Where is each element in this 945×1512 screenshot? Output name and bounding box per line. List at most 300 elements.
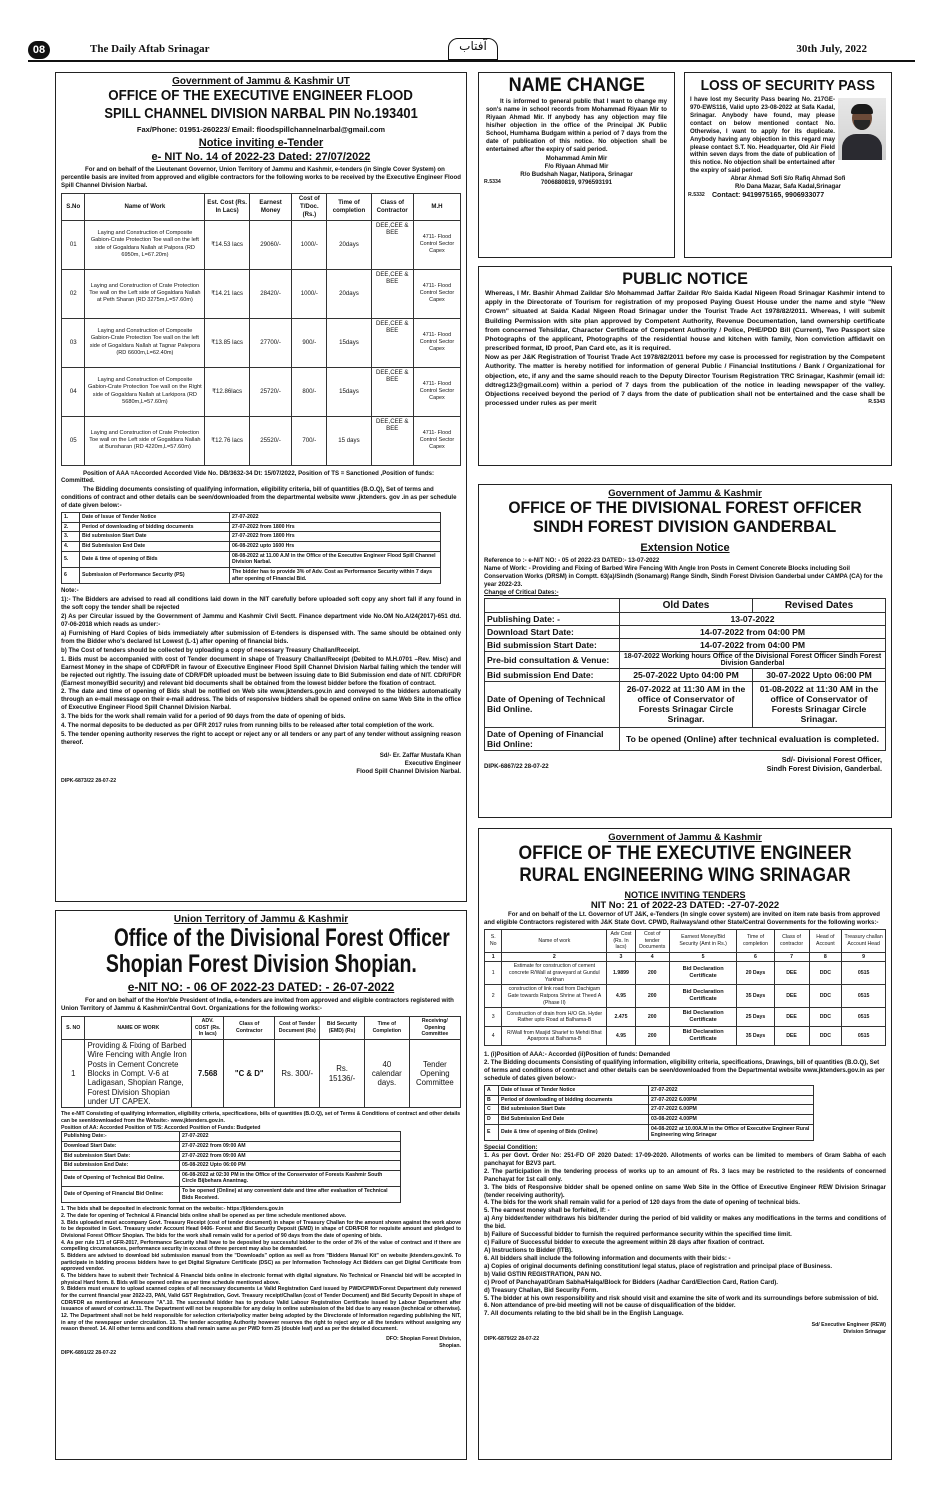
schedule-cell: 27-07-2022 6.00PM <box>649 1095 814 1105</box>
table-header-cell: Name of Work <box>85 193 205 220</box>
column-number: 4 <box>635 952 669 962</box>
note-item: 5. The tender opening authority reserves the right to accept or reject any or all tenders or any part of any tender without assigning reason thereof. <box>61 731 461 746</box>
table-header-cell: Time of Completion <box>364 1016 409 1039</box>
table-cell: 200 <box>635 1027 669 1046</box>
table-cell: Estimate for construction of cement concrete R/Wall at graveyard at Gundul Yarkhan <box>502 962 607 985</box>
loss-pass-contact-line: R.5332 Contact: 9419975165, 9906933077 <box>688 192 825 200</box>
table-header-cell: Head of Account <box>809 929 842 952</box>
table-header-cell: NAME OF WORK <box>85 1016 192 1039</box>
flood-position: Position of AAA =Accorded Accorded Vide No. DB/3632-34 Dt: 15/07/2022, Position of TS = Sanctioned ,Position of funds: Committed. <box>61 469 435 485</box>
table-cell: 0515 <box>842 962 886 985</box>
table-cell: 25 Days <box>737 1008 774 1027</box>
table-cell: 2 <box>485 985 502 1008</box>
schedule-cell: Date & time of opening of Bids (Online) <box>499 1124 649 1140</box>
schedule-row <box>62 568 441 584</box>
table-cell: DDC <box>809 985 842 1008</box>
note-item: c) Failure of Successful bidder to execute the agreement within 28 days after fixation of contract. <box>484 1239 765 1247</box>
shopian-notes <box>61 1206 461 1332</box>
schedule-row <box>485 1095 814 1105</box>
table-cell: ₹12.76 lacs <box>205 416 250 465</box>
dates-row <box>485 612 886 625</box>
schedule-cell: 27-07-2022 from 1800 Hrs <box>230 522 441 532</box>
schedule-cell: 27-07-2022 from 1800 Hrs <box>230 532 441 542</box>
table-cell: 27700/- <box>249 318 291 367</box>
ganderbal-extension-heading: Extension Notice <box>640 542 730 554</box>
schedule-cell: Bid Submission End Date <box>80 542 230 552</box>
public-notice-ad <box>478 266 892 466</box>
table-cell: Providing & Fixing of Barbed Wire Fencing with Angle Iron Posts in Cement Concrete Blocks in Compt. V-6 at Ladigasan, Shopian Range, Forest Division Shopian under UT CAPEX. <box>85 1039 192 1107</box>
table-cell: 4 <box>485 1027 502 1046</box>
table-cell: DEE,CEE & BEE <box>371 220 413 269</box>
schedule-cell: C <box>485 1105 499 1115</box>
dates-value: To be opened (Online) after technical evaluation is completed. <box>620 727 886 750</box>
schedule-row <box>485 1115 814 1125</box>
rural-dipk: DIPK-6879/22 28-07-22 <box>484 1335 540 1342</box>
table-cell: DEE,CEE & BEE <box>371 367 413 416</box>
flood-signature: Sd/- Er. Zaffar Mustafa Khan Executive Engineer Flood Spill Channel Division Narbal. <box>356 751 461 775</box>
dates-row <box>485 638 886 651</box>
table-cell: ₹14.53 lacs <box>205 220 250 269</box>
ganderbal-reference: Reference to :- e-NIT NO: - 05 of 2022-23 DATED:- 13-07-2022 <box>484 557 660 564</box>
shopian-intro: For and on behalf of the Hon'ble President of India, e-tenders are invited from approved and eligible contractors registered with Union Territory of Jammu & Kashmir/Central Govt. Organizations for the following works:- <box>61 997 454 1012</box>
table-header-cell: Bid Security (EMD) (Rs) <box>320 1016 365 1039</box>
table-row <box>62 416 461 465</box>
table-cell: 4711- Flood Control Sector Capex <box>413 416 460 465</box>
table-cell: DEE <box>774 1008 809 1027</box>
table-cell: Bid Declaration Certificate <box>669 962 737 985</box>
schedule-cell: Period of downloading of bidding documents <box>499 1095 649 1105</box>
table-cell: 01 <box>62 220 85 269</box>
shopian-title-line2: Shopian Forest Division Shopian. <box>105 951 417 977</box>
table-header-cell: Adv Cost (Rs. In lacs) <box>607 929 635 952</box>
page-header <box>28 40 915 62</box>
dates-value: 14-07-2022 from 04:00 PM <box>620 625 886 638</box>
flood-notes <box>61 596 461 747</box>
table-cell: DEE <box>774 1027 809 1046</box>
table-row <box>62 220 461 269</box>
table-row <box>62 318 461 367</box>
dates-value: 18-07-2022 Working hours Office of the Divisional Forest Officer Sindh Forest Division Ganderbal <box>620 651 886 668</box>
table-header-cell: Class of contractor <box>774 929 809 952</box>
table-header-cell: Time of completion <box>737 929 774 952</box>
schedule-cell: Bid Submission End Date <box>499 1115 649 1125</box>
table-cell: R/Wall from Masjid Sharief to Mehdi Bhat Aparpora at Balhama-B <box>502 1027 607 1046</box>
table-header-cell: Time of completion <box>327 193 371 220</box>
table-row <box>485 1027 886 1046</box>
table-header-cell: S. NO <box>62 1016 85 1039</box>
schedule-cell: 27-07-2022 6.00PM <box>649 1105 814 1115</box>
note-item: 2. The date and time of opening of Bids shall be notified on Web site www.jktenders.gov.in and conveyed to the bidders automatically through an e-mail message on their e-mail address. The bids of responsive bidders shall be opened online on same Web Site in the office of Executive Engineer Flood Spill Channel Division Narbal. <box>61 688 461 712</box>
schedule-cell: To be opened (Online) at any convenient date and time after evaluation of Technical Bids Received. <box>180 1187 401 1203</box>
note-item: d) Treasury Challan, Bid Security Form. <box>484 1286 599 1294</box>
note-item: b) Valid GSTIN REGISTRATION, PAN NO. <box>484 1270 602 1278</box>
newspaper-name: The Daily Aftab Srinagar <box>90 43 210 55</box>
schedule-cell: 27-07-2022 <box>180 1132 401 1142</box>
name-change-body: It is informed to general public that I want to change my son's name in school records from Mohammad Riyaan Mir to Riyaan Ahmad Mir. If anybody has any objection may file his/her objection in the office of the Principal JK Public School, Humhama Budgam within a period of 7 days from the date of publication of this notice. No objection shall be entertained after the expiry of said period. <box>486 98 667 153</box>
table-header-cell: Cost of T/Doc. (Rs.) <box>292 193 327 220</box>
rural-position: 1. (i)Position of AAA:- Accorded (ii)Position of funds: Demanded <box>484 1051 671 1059</box>
note-item: 5. The bidder at his own responsibility and risk should visit and examine the site of work and its surroundings before submission of bid. <box>484 1294 879 1302</box>
table-row <box>485 985 886 1008</box>
schedule-cell: Bid submission Start Date <box>80 532 230 542</box>
note-item: A) Instructions to Bidder (ITB). <box>484 1247 573 1255</box>
note-item: b) Failure of Successful bidder to furnish the required performance security within the specified time limit. <box>484 1231 792 1239</box>
ganderbal-gov-heading: Government of Jammu & Kashmir <box>608 488 762 499</box>
rural-schedule-table <box>484 1085 814 1141</box>
revised-dates-header: Revised Dates <box>753 598 886 612</box>
table-header-cell: Earnest Money/Bid Security (Amt in Rs.) <box>669 929 737 952</box>
column-number: 8 <box>809 952 842 962</box>
table-cell: DEE <box>774 985 809 1008</box>
schedule-cell: 4. <box>62 542 80 552</box>
table-cell: Bid Declaration Certificate <box>669 1027 737 1046</box>
table-cell: DEE,CEE & BEE <box>371 318 413 367</box>
note-item: 5. The earnest money shall be forfeited, If: - <box>484 1207 610 1215</box>
table-row <box>485 1008 886 1027</box>
table-cell: 900/- <box>292 318 327 367</box>
note-item: 4. The bids for the work shall remain valid for a period of 120 days from the date of opening of technical bids. <box>484 1199 800 1207</box>
flood-dipk: DIPK-6873/22 28-07-22 <box>61 777 117 784</box>
dates-row <box>485 625 886 638</box>
note-item: 1):- The Bidders are advised to read all conditions laid down in the NIT carefully before uploaded soft copy any short fall if any found in the soft copy the tender shall be rejected <box>61 596 461 612</box>
table-cell: 1.9899 <box>607 962 635 985</box>
table-row <box>62 269 461 318</box>
schedule-row <box>485 1086 814 1096</box>
note-item: 7. All documents relating to the bid shall be in the English Language. <box>484 1310 684 1318</box>
note-item: 1. The bids shall be deposited in electronic format on the website:- https://jktenders.gov.in <box>61 1206 284 1213</box>
table-cell: Construction of drain from H/O Gh. Hyder Rather upto Road at Balhama-B <box>502 1008 607 1027</box>
schedule-cell: Download Start Date: <box>62 1141 180 1151</box>
ganderbal-extension-notice <box>478 484 892 818</box>
flood-gov-heading: Government of Jammu & Kashmir UT <box>172 76 350 87</box>
table-cell: 25720/- <box>249 367 291 416</box>
dates-label: Download Start Date: <box>485 625 620 638</box>
table-cell: 1000/- <box>292 220 327 269</box>
old-dates-header: Old Dates <box>620 598 753 612</box>
rural-engineering-tender-notice <box>478 828 892 1460</box>
schedule-row <box>62 513 441 523</box>
loss-pass-title: LOSS OF SECURITY PASS <box>700 77 876 94</box>
note-item: 3. The bids of Responsive bidder shall be opened online on same Web Site in the Office of Executive Engineer REW Division Srinagar (tender receiving authority). <box>484 1183 886 1199</box>
schedule-cell: 03-08-2022 4.00PM <box>649 1115 814 1125</box>
table-cell: 0515 <box>842 1027 886 1046</box>
shopian-dipk: DIPK-6891/22 28-07-22 <box>61 1350 117 1357</box>
rural-works-table <box>484 929 886 1047</box>
table-cell: 15 days <box>327 416 371 465</box>
issue-date: 30th July, 2022 <box>796 43 867 55</box>
dates-label: Bid submission End Date: <box>485 668 620 681</box>
schedule-cell: 3. <box>62 532 80 542</box>
schedule-cell: 04-08-2022 at 10.00A.M in the Office of Executive Engineer Rural Engineering wing Srinagar <box>649 1124 814 1140</box>
table-cell: 2.475 <box>607 1008 635 1027</box>
table-cell: DEE <box>774 962 809 985</box>
dates-row <box>485 727 886 750</box>
table-cell: 1 <box>485 962 502 985</box>
public-notice-title: PUBLIC NOTICE <box>622 269 748 288</box>
dates-row <box>485 681 886 727</box>
column-number: 7 <box>774 952 809 962</box>
table-cell: Laying and Construction of Crate Protection Toe wall on the Left side of Gogaldara Nallah at Peth Sharan (RD 3275m,L=57.60m) <box>85 269 205 318</box>
table-cell: Rs. 15136/- <box>320 1039 365 1107</box>
schedule-row <box>485 1124 814 1140</box>
schedule-cell: Submission of Performance Security (PS) <box>80 568 230 584</box>
note-item: a) Copies of original documents defining constitution/ legal status, place of registration and principal place of Business. <box>484 1262 833 1270</box>
table-cell: 3 <box>485 1008 502 1027</box>
table-cell: 4711- Flood Control Sector Capex <box>413 269 460 318</box>
table-cell: 35 Days <box>737 985 774 1008</box>
shopian-consisting: The e-NIT Consisting of qualifying information, eligibility criteria, specifications, bills of quantities (B.O.Q), set of Terms & Conditions of contract and other details can be seen/downloaded from the Website:- www.jktenders.gov.in. <box>61 1111 461 1124</box>
rural-intro: For and on behalf of the Lt. Governor of UT J&K, e-Tenders (In single cover system) are invited on item rate basis from approved and eligible Contractors registered with J&K State Govt. CPWD, Railways/and other State/Central Governments for the following works:- <box>484 911 881 926</box>
loss-pass-signature: Abrar Ahmad Sofi S/o Rafiq Ahmad Sofi R/o Dana Mazar, Safa Kadal,Srinagar <box>730 175 846 191</box>
table-cell: ₹12.86lacs <box>205 367 250 416</box>
old-date-value: 25-07-2022 Upto 04:00 PM <box>620 668 753 681</box>
schedule-cell: 5. <box>62 551 80 567</box>
shopian-title-line1: Office of the Divisional Forest Officer <box>114 925 450 951</box>
shopian-schedule-table <box>61 1131 401 1203</box>
table-cell: 20days <box>327 220 371 269</box>
name-change-ad <box>478 72 675 258</box>
table-cell: 7.568 <box>192 1039 224 1107</box>
table-cell: Bid Declaration Certificate <box>669 985 737 1008</box>
rural-bidding-info: 2. The Bidding documents Consisting of qualifying information, eligibility criteria, specifications, Drawings, bill of quantities (B.O.Q), Set of terms and conditions of contract and other details can be seen/downloaded from the Departmental website www.jktenders.gov.in as per schedule of dates given below:- <box>484 1059 885 1083</box>
schedule-cell: 27-07-2022 <box>649 1086 814 1096</box>
flood-intro: For and on behalf of the Lieutenant Governor, Union Territory of Jammu and Kashmir, e-tenders (in Single Cover System) on percentile basis are invited from approved and eligible contractors for the following works to be received by the Executive Engineer Flood Spill Channel Division Narbal. <box>61 166 461 189</box>
table-header-cell: Receiving/ Opening Committee <box>409 1016 460 1039</box>
flood-title-line2: SPILL CHANNEL DIVISION NARBAL PIN No.193401 <box>104 106 418 122</box>
table-cell: 20 Days <box>737 962 774 985</box>
table-cell: 02 <box>62 269 85 318</box>
table-cell: 4.95 <box>607 1027 635 1046</box>
table-cell: 05 <box>62 416 85 465</box>
schedule-cell: 27-07-2022 from 09:00 AM <box>180 1141 401 1151</box>
table-cell: 1000/- <box>292 269 327 318</box>
table-cell: Rs. 300/- <box>275 1039 320 1107</box>
schedule-cell: 06-08-2022 upto 1600 Hrs <box>230 542 441 552</box>
note-item: 6. Non attendance of pre-bid meeting will not be cause of disqualification of the bidder. <box>484 1302 736 1310</box>
ganderbal-title-line1: OFFICE OF THE DIVISIONAL FOREST OFFICER <box>508 499 862 517</box>
flood-bidding-info: The Bidding documents consisting of qualifying information, eligibility criteria, bill of quantities (B.O.Q), Set of terms and conditions of contract and other details can be seen/downloaded from the departmental website www .jktenders. gov .in as per schedule of date given below:- <box>61 486 457 510</box>
note-item: a) Furnishing of Hard Copies of bids immediately after submission of E-tenders is dispensed with. The same should be obtained only from the Bidder who's declared Ist Lowest (L-1) after opening of financial bids. <box>61 630 461 645</box>
rural-special-label: Special Condition: <box>484 1144 538 1152</box>
note-item: 6. All bidders shall include the following information and documents with their bids: - <box>484 1254 731 1262</box>
table-cell: 25520/- <box>249 416 291 465</box>
public-notice-body: Whereas, I Mr. Bashir Ahmad Zaildar S/o Mohammad Jaffar Zaildar R/o Saida Kadal Nigeen Road Srinagar Kashmir intend to apply in the Directorate of Tourism for registration of my proposed Paying Guest House under the name and style "New Crown" situated at Saida Kadal Nigeen Road Srinagar under the Tourist Trade Act 1978/82/2011. Whereas, I will submit Building Permission with site plan approved by Competent Authority, Revenue Documentation, land ownership certificate from concerned Tehsildar, Character Certificate of Competent Authority / Police, PHE/PDD Bill (Current), Two Passport size Photographs of the applicant, Photographs of the residential house and kitchen with family, Non conviction affidavit on prescribed format, ID proof, Pan Card etc, as it is required. <box>485 290 885 353</box>
schedule-cell: 1. <box>62 513 80 523</box>
note-item: 2) As per Circular issued by the Government of Jammu and Kashmir Civil Sectt. Finance department vide No.OM No.A/24(2017)-651 dtd. 07-06-2018 which reads as under:- <box>61 613 461 629</box>
schedule-cell: Publishing Date:- <box>62 1132 180 1142</box>
schedule-cell: Date of Issue of Tender Notice <box>499 1086 649 1096</box>
table-row <box>485 962 886 985</box>
table-header-cell: Class of Contractor <box>371 193 413 220</box>
table-header-cell: Name of work <box>502 929 607 952</box>
flood-contact: Fax/Phone: 01951-260223/ Email: floodspillchannelnarbal@gmail.com <box>136 125 386 134</box>
table-cell: DEE,CEE & BEE <box>371 416 413 465</box>
column-number: 2 <box>502 952 607 962</box>
shopian-gov-heading: Union Territory of Jammu & Kashmir <box>173 914 349 925</box>
table-cell: 1 <box>62 1039 85 1107</box>
schedule-cell: 6 <box>62 568 80 584</box>
dates-value: 13-07-2022 <box>620 612 886 625</box>
schedule-row <box>62 522 441 532</box>
table-cell: 15days <box>327 318 371 367</box>
column-number: 3 <box>607 952 635 962</box>
flood-notice-heading: Notice inviting e-Tender <box>198 137 324 149</box>
schedule-row <box>62 1187 401 1203</box>
table-cell: construction of link road from Dachigam Gate towards Ratpora Shrine at Theed A (Phase II) <box>502 985 607 1008</box>
note-item: a) Any bidder/tender withdraws his bid/tender during the period of bid validity or makes any modifications in the terms and conditions of the bid. <box>484 1215 886 1231</box>
table-cell: DDC <box>809 1027 842 1046</box>
public-notice-ref: R.5343 <box>868 399 885 406</box>
ganderbal-change-label: Change of Critical Dates:- <box>484 588 559 596</box>
dates-label: Publishing Date: - <box>485 612 620 625</box>
table-cell: 04 <box>62 367 85 416</box>
name-change-title: NAME CHANGE <box>508 75 645 96</box>
old-date-value: 26-07-2022 at 11:30 AM in the office of Conservator of Forests Srinagar Circle Srinagar. <box>620 681 753 727</box>
table-row <box>62 367 461 416</box>
dates-row <box>485 651 886 668</box>
table-cell: 40 calendar days. <box>364 1039 409 1107</box>
loss-of-security-pass-ad <box>684 72 892 258</box>
note-item: 4. The normal deposits to be deducted as per GFR 2017 rules from running bills to be released after total completion of the work. <box>61 722 434 730</box>
schedule-cell: 06-08-2022 at 02:30 PM in the Office of the Conservator of Forests Kashmir South Circle Bijbehara Anantnag. <box>180 1170 401 1186</box>
schedule-cell: B <box>485 1095 499 1105</box>
note-item: b) The Cost of tenders should be collected by uploading a copy of necessary Treasury Challan/Receipt. <box>61 646 361 654</box>
schedule-cell: D <box>485 1115 499 1125</box>
table-header-cell: Est. Cost (Rs. In Lacs) <box>205 193 250 220</box>
note-item: 2. The participation in the tendering process of works up to an amount of Rs. 3 lacs may be restricted to the residents of concerned Panchayat for 1st call only. <box>484 1167 886 1183</box>
dates-label: Date of Opening of Financial Bid Online: <box>485 727 620 750</box>
note-item: c) Proof of Panchayat/Gram Sabha/Halqa/Block for Bidders (Aadhar Card/Election Card, Ration Card). <box>484 1278 778 1286</box>
revised-date-value: 30-07-2022 Upto 06:00 PM <box>753 668 886 681</box>
table-cell: 15days <box>327 367 371 416</box>
table-cell: 200 <box>635 962 669 985</box>
schedule-cell: Date & time of opening of Bids <box>80 551 230 567</box>
ganderbal-footer <box>484 755 886 775</box>
schedule-row <box>485 1105 814 1115</box>
note-item: 9. Bidders must ensure to upload scanned copies of all necessary documents i.e Valid Registration Card issued by PWD/CPWD/Forest Department duly renewed for the current financial year 2022-23, PAN, Valid GST Registration, Govt. Treasury receipt/Challan (cost of Tender Document) and Bid Security Deposit in shape of CDR/FDR as mentioned at Annexure "A".10. The successful bidder has to produce Valid Labour Registration Certificate issued by Labour Department after issuance of award of contract.11. The Department will not be responsible for any delay in online submission of the bid due to any reason (technical or otherwise). 12. The Department shall not be held responsible for selection criteria/policy matter being adopted by the Directorate of Information regarding publishing the NIT, in any of the newspaper under circulation. 13. The tender accepting Authority however reserves the right to reject any or all the tenders without assigning any reason thereof. 14. All other terms and conditions shall remain same as per PWD form 25 (double leaf) and as per the detailed document. <box>61 1286 461 1333</box>
schedule-cell: 08-08-2022 at 11.00 A.M in the Office of the Executive Engineer Flood Spill Channel Division Narbal. <box>230 551 441 567</box>
table-header-cell: M.H <box>413 193 460 220</box>
rural-gov-heading: Government of Jammu & Kashmir <box>608 832 762 843</box>
flood-schedule-table <box>61 512 441 584</box>
ganderbal-work: Name of Work: - Providing and Fixing of Barbed Wire Fencing With Angle Iron Posts in Cement Concrete Blocks including Soil Conservation Works (DRSM) in Comptt. 63(a)/Sindh (Sonamarg) Range Sindh, Sindh Forest Division Ganderbal under CAMPA (CA) for the year 2022-23. <box>484 564 883 588</box>
note-item: 5. Bidders are advised to download bid submission manual from the "Downloads" option as well as from "Bidders Manual Kit" on website jktenders.gov.in6. To participate in bidding process bidders have to get Digital Signature Certificate (DSC) as per Information Technology Act Bidders can get Digital Certificate from approved vendor. <box>61 1253 461 1273</box>
table-header-cell: ADV. COST (Rs. In lacs) <box>192 1016 224 1039</box>
schedule-cell: 27-07-2022 from 09:00 AM <box>180 1151 401 1161</box>
loss-pass-body: I have lost my Security Pass bearing No. 217GE-970-EWS116, Valid upto 23-08-2022 at Safa Kadal, Srinagar. Anybody have found, may please contact on below mentioned contact No. Otherwise, I want to apply for its duplicate. Anybody having any objection in this regard may please contact S.T. No. Headquarter, Old Air Field within seven days from the date of publication of this notice. No objection shall be entertained after the expiry of said period. <box>690 96 835 175</box>
table-cell: 0515 <box>842 1008 886 1027</box>
schedule-row <box>62 1141 401 1151</box>
schedule-cell: The bidder has to provide 3% of Adv. Cost as Performance Security within 7 days after opening of Financial Bid. <box>230 568 441 584</box>
schedule-cell: Date of Issue of Tender Notice <box>80 513 230 523</box>
schedule-cell: A <box>485 1086 499 1096</box>
table-cell: 35 Days <box>737 1027 774 1046</box>
table-cell: ₹13.85 lacs <box>205 318 250 367</box>
table-cell: DDC <box>809 962 842 985</box>
name-change-signature: Mohammad Amin Mir F/o Riyaan Ahmad Mir R/o Budshah Nagar, Natipora, Srinagar <box>520 155 633 179</box>
schedule-row <box>62 551 441 567</box>
ganderbal-dates-table <box>484 598 886 751</box>
table-cell: 200 <box>635 985 669 1008</box>
note-item: 6. The bidders have to submit their Technical & Financial bids online in electronic format with digital signature. No Technical or Financial bid will be accepted in physical Hard form. 8. Bids will be opened online as per time schedule mentioned above. <box>61 1273 461 1286</box>
rural-title-line1: OFFICE OF THE EXECUTIVE ENGINEER <box>518 843 852 864</box>
schedule-cell: 05-08-2022 Upto 06:00 PM <box>180 1161 401 1171</box>
person-photo <box>838 98 886 160</box>
column-number: 1 <box>485 952 502 962</box>
schedule-row <box>62 1151 401 1161</box>
table-cell: 800/- <box>292 367 327 416</box>
table-cell: 4711- Flood Control Sector Capex <box>413 220 460 269</box>
revised-date-value: 01-08-2022 at 11:30 AM in the office of Conservator of Forests Srinagar Circle Srinagar. <box>753 681 886 727</box>
table-cell: "C & D" <box>224 1039 275 1107</box>
note-item: 3. Bids uploaded must accompany Govt. Treasury Receipt (cost of tender document) in shape of Treasury Challan for the amount shown against the work above to be deposited in Govt. Treasury under Account Head 0406- Forest and Bid Security Deposit (EMD) in shape of CDR/FDR for requisite amount and pledged to Divisional Forest Officer Shopian. The bids for the work shall remain valid for a period of 90 days from the date of opening of bids. <box>61 1219 461 1240</box>
dates-value: 14-07-2022 from 04:00 PM <box>620 638 886 651</box>
rural-notice-heading: NOTICE INVITING TENDERS <box>624 890 746 900</box>
table-header-cell: Treasury challan Account Head <box>842 929 886 952</box>
rural-title-line2: RURAL ENGINEERING WING SRINAGAR <box>519 865 851 886</box>
table-cell: 03 <box>62 318 85 367</box>
ganderbal-signature: Sd/- Divisional Forest Officer, Sindh Forest Division, Ganderbal. <box>766 754 882 773</box>
schedule-cell: Bid submission Start Date: <box>62 1151 180 1161</box>
note-item: 3. The bids for the work shall remain valid for a period of 90 days from the date of opening of bids. <box>61 713 346 721</box>
table-cell: Laying and Construction of Composite Gabion-Crate Protection Toe wall on the left side of Gogaldara Nallah at Palpora (RD 6950m, L=67.20m) <box>85 220 205 269</box>
schedule-cell: E <box>485 1124 499 1140</box>
note-item: 1. As per Govt. Order No: 251-FD OF 2020 Dated: 17-09-2020. Allotments of works can be limited to members of Gram Sabha of each panchayat for B2V3 part. <box>484 1151 886 1167</box>
schedule-row <box>62 542 441 552</box>
table-cell: Tender Opening Committee <box>409 1039 460 1107</box>
shopian-signature: DFO: Shopian Forest Division, Shopian. <box>386 1335 461 1349</box>
flood-title-line1: OFFICE OF THE EXECUTIVE ENGINEER FLOOD <box>108 88 414 104</box>
table-header-cell: S.No <box>62 193 85 220</box>
schedule-row <box>62 532 441 542</box>
dates-label: Pre-bid consultation & Venue: <box>485 651 620 668</box>
table-cell: 28420/- <box>249 269 291 318</box>
rural-nit: NIT No: 21 of 2022-23 DATED: -27-07-2022 <box>590 900 780 911</box>
flood-note-label: Note:- <box>61 587 79 595</box>
note-item: 4. As per rule 171 of GFR-2017, Performance Security shall have to be deposited by successful bidder to the order of 3% of the value of contract and if there are compelling circumstances, performance security in excess of three percent may also be demanded. <box>61 1239 461 1253</box>
table-cell: 4711- Flood Control Sector Capex <box>413 318 460 367</box>
column-number: 6 <box>737 952 774 962</box>
schedule-cell: Bid submission End Date: <box>62 1161 180 1171</box>
newspaper-logo: آفتاب <box>448 38 498 60</box>
schedule-cell: Period of downloading of bidding documents <box>80 522 230 532</box>
table-header-cell: Class of Contractor <box>224 1016 275 1039</box>
table-cell: Bid Declaration Certificate <box>669 1008 737 1027</box>
schedule-cell: 27-07-2022 <box>230 513 441 523</box>
name-change-phone-line: R.5334 7006880819, 9796593191 <box>484 179 613 187</box>
shopian-position: Position of AA: Accorded Position of T/S: Accorded Position of Funds: Budgeted <box>61 1124 261 1131</box>
schedule-cell: Date of Opening of Technical Bid Online. <box>62 1170 180 1186</box>
table-cell: 200 <box>635 1008 669 1027</box>
flood-nit-number: e- NIT No. 14 of 2022-23 Dated: 27/07/2022 <box>151 151 371 163</box>
table-cell: 4.95 <box>607 985 635 1008</box>
dates-label: Bid submission Start Date: <box>485 638 620 651</box>
dates-row <box>485 668 886 681</box>
schedule-row <box>62 1132 401 1142</box>
table-cell: DDC <box>809 1008 842 1027</box>
shopian-nit: e-NIT NO: - 06 OF 2022-23 DATED: - 26-07-2022 <box>127 980 395 994</box>
table-cell: ₹14.21 lacs <box>205 269 250 318</box>
ganderbal-dipk: DIPK-6867/22 28-07-22 <box>484 762 549 770</box>
table-header-cell: S. No <box>485 929 502 952</box>
flood-spill-tender-notice <box>55 72 467 902</box>
public-notice-body2: Now as per J&K Registration of Tourist Trade Act 1978/82/2011 before my case is processed for registration by the Competent Authority. The matter is hereby notified for information of general Public / Financial Institutions / Bank / Organizational for objection, etc, if any and the same should reach to the Deputy Director Tourism Registration TRC Srinagar, Kashmir (email id: ddtreg123@gmail.com) within a period of 7 days from the publication of the notice in leading newspaper of the valley. Objections received beyond the period of 7 days from the date of publication shall not be entertained and the case shall be processed under rules as per merit R.5343 <box>485 354 885 408</box>
schedule-cell: 2. <box>62 522 80 532</box>
column-number: 9 <box>842 952 886 962</box>
flood-works-table <box>61 193 461 466</box>
table-cell: 29060/- <box>249 220 291 269</box>
note-item: 1. Bids must be accompanied with cost of Tender document in shape of Treasury Challan/Receipt (Debited to M.H.0701 –Rev. Misc) and Earnest Money in the shape of CDR/FDR in favour of Executive Engineer Flood Spill Channel Division Narbal failing which the tender will be rejected out rightly. The issuing date of CDR/FDR uploaded must be between issuing date to Bid Submission end date of NIT. CDR/FDR (Earnest money/Bid security) and relevant bid documents shall be obtained from the lowest bidder before the fixation of contract. <box>61 655 461 687</box>
